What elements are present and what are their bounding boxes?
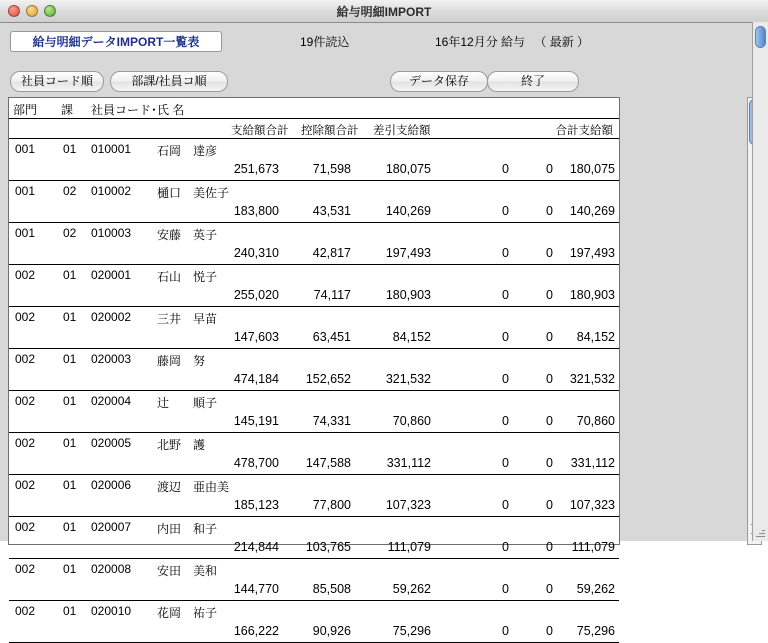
cell-grand-total: 331,112 xyxy=(570,456,615,470)
cell-extra-2: 0 xyxy=(546,456,553,470)
payroll-period-label: 16年12月分 給与 （ 最新 ） xyxy=(435,35,590,49)
column-header-department: 部門 xyxy=(13,103,38,117)
cell-extra-2: 0 xyxy=(546,540,553,554)
cell-grand-total: 70,860 xyxy=(576,414,615,428)
header-row xyxy=(0,31,768,53)
cell-extra-2: 0 xyxy=(546,582,553,596)
table-row[interactable] xyxy=(9,601,619,643)
cell-total-payment: 478,700 xyxy=(233,456,279,470)
cell-department: 002 xyxy=(15,394,36,408)
cell-extra-1: 0 xyxy=(502,330,509,344)
cell-extra-2: 0 xyxy=(546,330,553,344)
sort-by-employee-code-button[interactable]: 社員コード順 xyxy=(10,71,104,92)
cell-total-payment: 255,020 xyxy=(233,288,279,302)
cell-employee-code: 020007 xyxy=(91,520,132,534)
column-header-employee-code-name: 社員コード･氏 名 xyxy=(91,103,185,117)
cell-department: 002 xyxy=(15,478,36,492)
table-row[interactable] xyxy=(9,223,619,265)
toolbar xyxy=(0,71,768,93)
table-row[interactable] xyxy=(9,139,619,181)
cell-extra-1: 0 xyxy=(502,582,509,596)
cell-net-payment: 84,152 xyxy=(392,330,431,344)
cell-net-payment: 75,296 xyxy=(392,624,431,638)
cell-net-payment: 59,262 xyxy=(392,582,431,596)
cell-total-deduction: 85,508 xyxy=(312,582,351,596)
cell-grand-total: 180,075 xyxy=(569,162,615,176)
cell-grand-total: 111,079 xyxy=(571,540,615,554)
cell-section: 01 xyxy=(63,142,77,156)
cell-total-payment: 145,191 xyxy=(233,414,279,428)
column-header-net-payment: 差引支給額 xyxy=(373,125,431,137)
cell-net-payment: 107,323 xyxy=(385,498,431,512)
cell-total-payment: 147,603 xyxy=(233,330,279,344)
cell-total-deduction: 71,598 xyxy=(312,162,351,176)
cell-grand-total: 197,493 xyxy=(569,246,615,260)
minimize-button[interactable] xyxy=(26,5,38,17)
cell-department: 002 xyxy=(15,352,36,366)
table-row[interactable] xyxy=(9,517,619,559)
cell-department: 001 xyxy=(15,142,36,156)
cell-extra-1: 0 xyxy=(502,204,509,218)
cell-section: 01 xyxy=(63,268,77,282)
cell-section: 01 xyxy=(63,562,77,576)
cell-department: 002 xyxy=(15,520,36,534)
window-content xyxy=(0,23,768,638)
cell-extra-2: 0 xyxy=(546,624,553,638)
cell-employee-name: 石岡 達彦 xyxy=(157,144,218,158)
cell-employee-code: 010001 xyxy=(91,142,132,156)
cell-employee-name: 北野 護 xyxy=(157,438,206,452)
table-row[interactable] xyxy=(9,349,619,391)
cell-extra-1: 0 xyxy=(502,372,509,386)
column-header-total-deduction: 控除額合計 xyxy=(301,125,359,137)
cell-employee-code: 020001 xyxy=(91,268,132,282)
cell-employee-name: 渡辺 亜由美 xyxy=(157,480,230,494)
table-row[interactable] xyxy=(9,181,619,223)
table-row[interactable] xyxy=(9,559,619,601)
cell-total-deduction: 74,117 xyxy=(313,288,351,302)
cell-employee-name: 石山 悦子 xyxy=(157,270,218,284)
window-controls xyxy=(8,5,56,17)
cell-section: 01 xyxy=(63,394,77,408)
title-bar[interactable] xyxy=(0,0,768,23)
cell-grand-total: 84,152 xyxy=(576,330,615,344)
table-row[interactable] xyxy=(9,265,619,307)
cell-department: 001 xyxy=(15,226,36,240)
cell-section: 01 xyxy=(63,310,77,324)
cell-net-payment: 180,075 xyxy=(385,162,431,176)
cell-extra-2: 0 xyxy=(546,372,553,386)
table-row[interactable] xyxy=(9,307,619,349)
table-header-row xyxy=(9,98,619,119)
cell-net-payment: 111,079 xyxy=(387,540,431,554)
table-subheader-row xyxy=(9,119,619,139)
table-row[interactable] xyxy=(9,475,619,517)
resize-grip[interactable] xyxy=(753,526,767,540)
table-row[interactable] xyxy=(9,433,619,475)
cell-net-payment: 331,112 xyxy=(386,456,431,470)
cell-department: 002 xyxy=(15,604,36,618)
cell-total-payment: 183,800 xyxy=(233,204,279,218)
cell-extra-2: 0 xyxy=(546,246,553,260)
cell-grand-total: 321,532 xyxy=(569,372,615,386)
cell-total-deduction: 74,331 xyxy=(312,414,351,428)
cell-total-deduction: 42,817 xyxy=(312,246,351,260)
cell-department: 002 xyxy=(15,268,36,282)
cell-total-payment: 240,310 xyxy=(233,246,279,260)
cell-department: 002 xyxy=(15,436,36,450)
cell-extra-2: 0 xyxy=(546,204,553,218)
cell-net-payment: 140,269 xyxy=(385,204,431,218)
cell-total-deduction: 147,588 xyxy=(305,456,351,470)
cell-employee-code: 020002 xyxy=(91,310,132,324)
cell-total-payment: 474,184 xyxy=(233,372,279,386)
table-row[interactable] xyxy=(9,391,619,433)
cell-extra-1: 0 xyxy=(502,456,509,470)
payroll-table[interactable] xyxy=(8,97,620,638)
cell-total-payment: 185,123 xyxy=(233,498,279,512)
cell-grand-total: 59,262 xyxy=(576,582,615,596)
page-title: 給与明細データIMPORT一覧表 xyxy=(10,31,222,52)
column-header-grand-total: 合計支給額 xyxy=(555,125,613,137)
cell-department: 002 xyxy=(15,562,36,576)
cell-total-deduction: 90,926 xyxy=(312,624,351,638)
table-body xyxy=(9,139,619,643)
cell-section: 01 xyxy=(63,604,77,618)
cell-employee-code: 020003 xyxy=(91,352,132,366)
cell-employee-code: 020005 xyxy=(91,436,132,450)
cell-employee-code: 020004 xyxy=(91,394,132,408)
cell-extra-1: 0 xyxy=(502,414,509,428)
cell-grand-total: 140,269 xyxy=(569,204,615,218)
window-title: 給与明細IMPORT xyxy=(336,4,432,19)
cell-section: 01 xyxy=(63,352,77,366)
cell-grand-total: 75,296 xyxy=(576,624,615,638)
cell-employee-name: 樋口 美佐子 xyxy=(157,186,230,200)
cell-extra-1: 0 xyxy=(502,498,509,512)
cell-extra-1: 0 xyxy=(502,624,509,638)
cell-total-deduction: 152,652 xyxy=(305,372,351,386)
cell-total-deduction: 77,800 xyxy=(312,498,351,512)
cell-extra-1: 0 xyxy=(502,162,509,176)
cell-total-deduction: 103,765 xyxy=(305,540,351,554)
window-scrollbar-thumb[interactable] xyxy=(755,26,766,48)
cell-employee-code: 010003 xyxy=(91,226,132,240)
cell-net-payment: 197,493 xyxy=(385,246,431,260)
column-header-section: 課 xyxy=(61,103,74,117)
exit-button[interactable]: 終了 xyxy=(487,71,579,92)
cell-employee-name: 花岡 祐子 xyxy=(157,606,218,620)
cell-grand-total: 107,323 xyxy=(569,498,615,512)
save-data-button[interactable]: データ保存 xyxy=(390,71,488,92)
cell-employee-name: 藤岡 努 xyxy=(157,354,206,368)
cell-section: 01 xyxy=(63,478,77,492)
cell-total-deduction: 63,451 xyxy=(312,330,351,344)
cell-employee-code: 020006 xyxy=(91,478,132,492)
close-button[interactable] xyxy=(8,5,20,17)
cell-extra-2: 0 xyxy=(546,498,553,512)
cell-section: 01 xyxy=(63,520,77,534)
cell-employee-name: 安田 美和 xyxy=(157,564,218,578)
cell-total-payment: 166,222 xyxy=(233,624,279,638)
cell-section: 02 xyxy=(63,226,77,240)
cell-employee-name: 三井 早苗 xyxy=(157,312,218,326)
maximize-button[interactable] xyxy=(44,5,56,17)
cell-net-payment: 180,903 xyxy=(385,288,431,302)
cell-extra-2: 0 xyxy=(546,414,553,428)
cell-total-payment: 214,844 xyxy=(233,540,279,554)
cell-employee-name: 内田 和子 xyxy=(157,522,218,536)
cell-employee-name: 辻 順子 xyxy=(157,396,218,410)
cell-employee-code: 020010 xyxy=(91,604,132,618)
cell-grand-total: 180,903 xyxy=(569,288,615,302)
cell-employee-code: 020008 xyxy=(91,562,132,576)
cell-net-payment: 321,532 xyxy=(385,372,431,386)
cell-total-deduction: 43,531 xyxy=(312,204,351,218)
cell-extra-1: 0 xyxy=(502,288,509,302)
cell-employee-code: 010002 xyxy=(91,184,132,198)
cell-employee-name: 安藤 英子 xyxy=(157,228,218,242)
cell-section: 02 xyxy=(63,184,77,198)
column-header-total-payment: 支給額合計 xyxy=(231,125,289,137)
cell-department: 001 xyxy=(15,184,36,198)
cell-extra-1: 0 xyxy=(502,246,509,260)
cell-extra-2: 0 xyxy=(546,288,553,302)
cell-total-payment: 251,673 xyxy=(233,162,279,176)
cell-extra-1: 0 xyxy=(502,540,509,554)
sort-by-department-button[interactable]: 部課/社員コ順 xyxy=(110,71,228,92)
cell-extra-2: 0 xyxy=(546,162,553,176)
record-read-count: 19件読込 xyxy=(300,35,350,49)
window-vertical-scrollbar[interactable] xyxy=(752,22,768,541)
cell-net-payment: 70,860 xyxy=(392,414,431,428)
cell-section: 01 xyxy=(63,436,77,450)
cell-department: 002 xyxy=(15,310,36,324)
cell-total-payment: 144,770 xyxy=(233,582,279,596)
